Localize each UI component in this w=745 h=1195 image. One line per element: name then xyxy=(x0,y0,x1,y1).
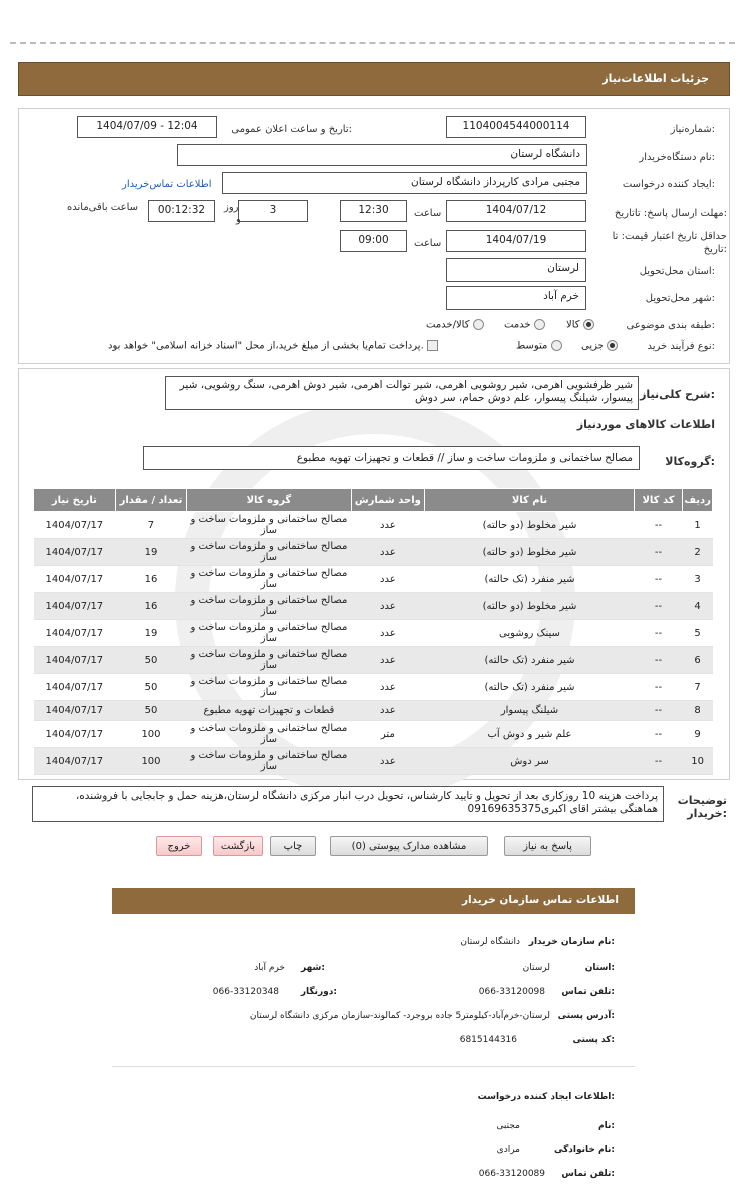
reply-button[interactable]: پاسخ به نیاز xyxy=(504,836,591,856)
contact-fax: 066-33120348 xyxy=(212,987,279,997)
col-item-code: کد کالا xyxy=(634,489,682,512)
cell-row-number: 6 xyxy=(683,647,713,674)
cell-need-date: 1404/07/17 xyxy=(34,674,116,701)
category-option-service[interactable]: خدمت xyxy=(504,319,545,331)
page-header xyxy=(18,62,730,96)
days-label: روز xyxy=(224,202,239,213)
radio-icon xyxy=(583,319,594,330)
col-quantity: تعداد / مقدار xyxy=(115,489,187,512)
summary-label: شرح کلی‌نیاز: xyxy=(640,388,715,401)
contact-divider xyxy=(112,1066,635,1067)
cell-row-number: 10 xyxy=(683,748,713,775)
remaining-label: ساعت باقی‌مانده xyxy=(67,202,139,213)
col-item-group: گروه کالا xyxy=(187,489,351,512)
cell-unit: متر xyxy=(351,721,425,748)
creator-label: ایجاد کننده درخواست: xyxy=(622,179,715,190)
process-option-minor[interactable]: جزیی xyxy=(581,340,618,352)
cell-unit: عدد xyxy=(351,593,425,620)
city-field: خرم آباد xyxy=(446,286,586,310)
cell-quantity: 50 xyxy=(115,701,187,721)
contact-address: لرستان-خرم‌آباد-کیلومتر5 جاده بروجرد- کمالوند-سازمان مرکزی دانشگاه لرستان xyxy=(249,1011,550,1021)
col-row-number: ردیف xyxy=(683,489,713,512)
cell-need-date: 1404/07/17 xyxy=(34,721,116,748)
creator-phone-label: تلفن تماس: xyxy=(561,1169,615,1179)
table-row xyxy=(34,674,713,701)
group-field: مصالح ساختمانی و ملزومات ساخت و ساز // قطعات و تجهیزات تهویه مطبوع xyxy=(143,446,640,470)
creator-phone: 066-33120089 xyxy=(478,1169,545,1179)
items-table-body xyxy=(34,512,713,775)
radio-icon xyxy=(551,340,562,351)
cell-item-name: شیر منفرد (تک حالته) xyxy=(425,674,635,701)
cell-item-name: شیر مخلوط (دو حالته) xyxy=(425,512,635,539)
validity-time-label: ساعت xyxy=(414,238,442,249)
contact-org: دانشگاه لرستان xyxy=(460,937,520,947)
cell-row-number: 7 xyxy=(683,674,713,701)
table-row xyxy=(34,512,713,539)
cell-need-date: 1404/07/17 xyxy=(34,647,116,674)
notes-label: توضیحات خریدار: xyxy=(677,794,727,820)
table-row xyxy=(34,647,713,674)
cell-item-code: -- xyxy=(634,721,682,748)
attachments-button[interactable]: مشاهده مدارک پیوستی (0) xyxy=(330,836,488,856)
cell-item-name: شیر مخلوط (دو حالته) xyxy=(425,539,635,566)
table-row xyxy=(34,748,713,775)
cell-item-name: علم شیر و دوش آب xyxy=(425,721,635,748)
cell-need-date: 1404/07/17 xyxy=(34,539,116,566)
cell-need-date: 1404/07/17 xyxy=(34,748,116,775)
contact-province: لرستان xyxy=(522,963,550,973)
cell-item-group: مصالح ساختمانی و ملزومات ساخت و ساز xyxy=(187,748,351,775)
cell-unit: عدد xyxy=(351,748,425,775)
back-button[interactable]: بازگشت xyxy=(213,836,263,856)
col-unit: واحد شمارش xyxy=(351,489,425,512)
cell-unit: عدد xyxy=(351,512,425,539)
need-number-label: شماره‌نیاز: xyxy=(670,124,715,135)
cell-row-number: 2 xyxy=(683,539,713,566)
cell-quantity: 50 xyxy=(115,674,187,701)
cell-item-group: مصالح ساختمانی و ملزومات ساخت و ساز xyxy=(187,721,351,748)
cell-quantity: 100 xyxy=(115,748,187,775)
cell-unit: عدد xyxy=(351,701,425,721)
contact-postal: 6815144316 xyxy=(459,1035,517,1045)
cell-item-group: مصالح ساختمانی و ملزومات ساخت و ساز xyxy=(187,512,351,539)
process-option-medium[interactable]: متوسط xyxy=(516,340,562,352)
buyer-org-label: نام دستگاه‌خریدار: xyxy=(639,152,715,163)
notes-field: پرداخت هزینه 10 روزکاری بعد از تحویل و تایید کارشناس، تحویل درب انبار مرکزی دانشگاه لرستان،هزینه حمل و جابجایی با فروشنده، هماهنگی بیشتر اقای اکبری09169635375 xyxy=(32,786,664,822)
cell-item-group: قطعات و تجهیزات تهویه مطبوع xyxy=(187,701,351,721)
cell-quantity: 19 xyxy=(115,539,187,566)
cell-item-code: -- xyxy=(634,539,682,566)
cell-unit: عدد xyxy=(351,620,425,647)
cell-item-code: -- xyxy=(634,647,682,674)
cell-item-group: مصالح ساختمانی و ملزومات ساخت و ساز xyxy=(187,539,351,566)
category-option-goods[interactable]: کالا xyxy=(566,319,594,331)
table-row xyxy=(34,721,713,748)
contact-fax-label: دورنگار: xyxy=(300,987,337,997)
category-option-both[interactable]: کالا/خدمت xyxy=(426,319,484,331)
cell-row-number: 8 xyxy=(683,701,713,721)
creator-field: مجتبی مرادی کارپرداز دانشگاه لرستان xyxy=(222,172,587,194)
validity-label: حداقل تاریخ اعتبار قیمت: تا تاریخ: xyxy=(612,231,727,255)
cell-row-number: 9 xyxy=(683,721,713,748)
col-item-name: نام کالا xyxy=(425,489,635,512)
contact-phone: 066-33120098 xyxy=(478,987,545,997)
group-label: گروه‌کالا: xyxy=(665,455,715,468)
cell-item-name: سر دوش xyxy=(425,748,635,775)
cell-item-code: -- xyxy=(634,593,682,620)
cell-quantity: 100 xyxy=(115,721,187,748)
cell-need-date: 1404/07/17 xyxy=(34,512,116,539)
top-divider xyxy=(10,42,735,44)
contact-phone-label: تلفن تماس: xyxy=(561,987,615,997)
announce-label: تاریخ و ساعت اعلان عمومی: xyxy=(231,124,352,135)
cell-need-date: 1404/07/17 xyxy=(34,701,116,721)
city-label: شهر محل‌تحویل: xyxy=(645,293,715,304)
contact-city: خرم آباد xyxy=(254,963,285,973)
table-row xyxy=(34,566,713,593)
cell-item-code: -- xyxy=(634,701,682,721)
treasury-checkbox-option[interactable]: پرداخت تمام‌یا بخشی از مبلغ خرید،از محل "اسناد خزانه اسلامی" خواهد بود. xyxy=(108,340,438,352)
cell-quantity: 16 xyxy=(115,566,187,593)
deadline-time-field: 12:30 xyxy=(340,200,407,222)
cell-row-number: 5 xyxy=(683,620,713,647)
contact-section-header xyxy=(112,888,635,914)
province-field: لرستان xyxy=(446,258,586,282)
creator-last-name-label: نام خانوادگی: xyxy=(553,1145,615,1155)
cell-item-group: مصالح ساختمانی و ملزومات ساخت و ساز xyxy=(187,566,351,593)
table-row xyxy=(34,620,713,647)
creator-last-name: مرادی xyxy=(496,1145,520,1155)
creator-first-name-label: نام: xyxy=(598,1121,615,1131)
cell-item-group: مصالح ساختمانی و ملزومات ساخت و ساز xyxy=(187,674,351,701)
cell-item-code: -- xyxy=(634,620,682,647)
contact-province-label: استان: xyxy=(584,963,615,973)
cell-item-code: -- xyxy=(634,748,682,775)
cell-quantity: 16 xyxy=(115,593,187,620)
cell-item-code: -- xyxy=(634,674,682,701)
cell-item-name: شیر منفرد (تک حالته) xyxy=(425,566,635,593)
checkbox-icon xyxy=(427,340,438,351)
cell-item-group: مصالح ساختمانی و ملزومات ساخت و ساز xyxy=(187,647,351,674)
province-label: استان محل‌تحویل: xyxy=(639,266,715,277)
summary-field: شیر ظرفشویی اهرمی، شیر روشویی اهرمی، شیر توالت اهرمی، شیر دوش اهرمی، سنگ روشویی، شیر پیسوار، شیلنگ پیسوار، علم دوش حمام، سر دوش xyxy=(165,376,639,410)
need-number-field: 1104004544000114 xyxy=(446,116,586,138)
validity-time-field: 09:00 xyxy=(340,230,407,252)
cell-item-group: مصالح ساختمانی و ملزومات ساخت و ساز xyxy=(187,620,351,647)
cell-item-name: سینک روشویی xyxy=(425,620,635,647)
cell-item-name: شیر منفرد (تک حالته) xyxy=(425,647,635,674)
contact-org-label: نام سازمان خریدار: xyxy=(528,937,615,947)
deadline-date-field: 1404/07/12 xyxy=(446,200,586,222)
announce-field: 1404/07/09 - 12:04 xyxy=(77,116,217,138)
cell-item-code: -- xyxy=(634,566,682,593)
cell-quantity: 19 xyxy=(115,620,187,647)
cell-item-group: مصالح ساختمانی و ملزومات ساخت و ساز xyxy=(187,593,351,620)
cell-need-date: 1404/07/17 xyxy=(34,566,116,593)
validity-date-field: 1404/07/19 xyxy=(446,230,586,252)
cell-need-date: 1404/07/17 xyxy=(34,593,116,620)
cell-item-name: شیر مخلوط (دو حالته) xyxy=(425,593,635,620)
deadline-label: مهلت ارسال پاسخ: تاتاریخ: xyxy=(614,208,727,219)
creator-info-title: اطلاعات ایجاد کننده درخواست: xyxy=(477,1092,615,1102)
cell-row-number: 3 xyxy=(683,566,713,593)
buyer-contact-link[interactable]: اطلاعات تماس‌خریدار xyxy=(122,179,212,190)
radio-icon xyxy=(534,319,545,330)
contact-city-label: شهر: xyxy=(301,963,325,973)
print-button[interactable]: چاپ xyxy=(270,836,316,856)
table-row xyxy=(34,701,713,721)
creator-first-name: مجتبی xyxy=(496,1121,520,1131)
table-header-row xyxy=(34,489,713,512)
table-row xyxy=(34,593,713,620)
radio-icon xyxy=(473,319,484,330)
cell-row-number: 4 xyxy=(683,593,713,620)
contact-section-title: اطلاعات تماس سازمان خریدار xyxy=(462,894,619,906)
col-need-date: تاریخ نیاز xyxy=(34,489,116,512)
and-label: و xyxy=(236,214,241,225)
buyer-org-field: دانشگاه لرستان xyxy=(177,144,587,166)
category-label: طبقه بندی موضوعی: xyxy=(626,320,715,331)
contact-postal-label: کد پستی: xyxy=(572,1035,615,1045)
cell-unit: عدد xyxy=(351,674,425,701)
cell-item-code: -- xyxy=(634,512,682,539)
page-title: جزئیات اطلاعات‌نیاز xyxy=(602,72,709,85)
contact-address-label: آدرس پستی: xyxy=(557,1011,615,1021)
exit-button[interactable]: خروج xyxy=(156,836,202,856)
cell-row-number: 1 xyxy=(683,512,713,539)
radio-icon xyxy=(607,340,618,351)
cell-unit: عدد xyxy=(351,566,425,593)
table-row xyxy=(34,539,713,566)
cell-item-name: شیلنگ پیسوار xyxy=(425,701,635,721)
cell-quantity: 7 xyxy=(115,512,187,539)
deadline-time-label: ساعت xyxy=(414,208,442,219)
cell-need-date: 1404/07/17 xyxy=(34,620,116,647)
days-field: 3 xyxy=(238,200,308,222)
cell-unit: عدد xyxy=(351,647,425,674)
items-table xyxy=(33,488,713,775)
cell-quantity: 50 xyxy=(115,647,187,674)
remaining-time-field: 00:12:32 xyxy=(148,200,215,222)
process-label: نوع فرآیند خرید: xyxy=(647,341,715,352)
cell-unit: عدد xyxy=(351,539,425,566)
goods-info-label: اطلاعات کالاهای موردنیاز xyxy=(576,418,715,431)
